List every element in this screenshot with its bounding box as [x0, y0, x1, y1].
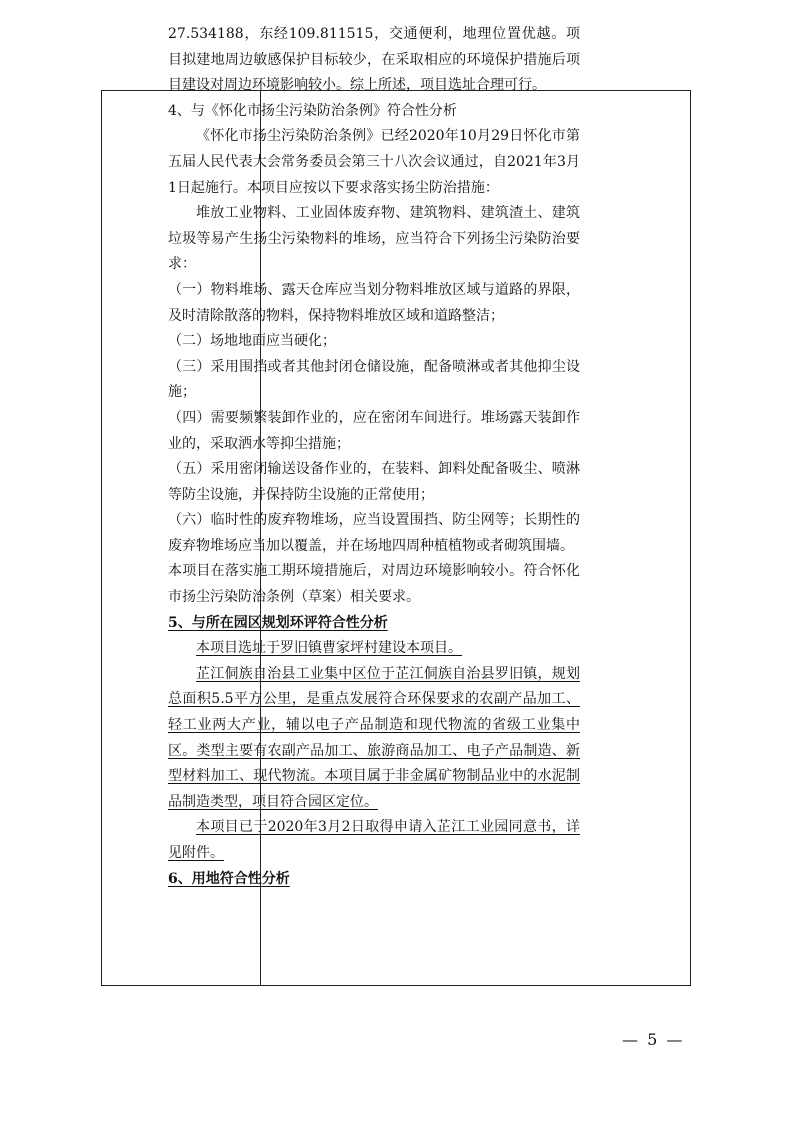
paragraph: （四）需要频繁装卸作业的，应在密闭车间进行。堆场露天装卸作业的，采取洒水等抑尘措施； [168, 409, 580, 452]
paragraph: 堆放工业物料、工业固体废弃物、建筑物料、建筑渣土、建筑垃圾等易产生扬尘污染物料的堆场，应当符合下列扬尘污染防治要求： [168, 205, 580, 273]
paragraph: 本项目在落实施工期环境措施后，对周边环境影响较小。符合怀化市扬尘污染防治条例（草案）相关要求。 [168, 563, 580, 606]
paragraph: （一）物料堆场、露天仓库应当划分物料堆放区域与道路的界限，及时清除散落的物料，保持物料堆放区域和道路整洁； [168, 281, 580, 324]
section-heading: 5、与所在园区规划环评符合性分析 [168, 614, 388, 631]
cell-content [168, 22, 580, 892]
paragraph: （五）采用密闭输送设备作业的，在装料、卸料处配备吸尘、喷淋等防尘设施，并保持防尘设施的正常使用； [168, 461, 580, 503]
paragraph: （二）场地地面应当硬化； [168, 333, 336, 350]
paragraph: （三）采用围挡或者其他封闭仓储设施，配备喷淋或者其他抑尘设施； [168, 358, 580, 401]
paragraph: 芷江侗族自治县工业集中区位于芷江侗族自治县罗旧镇，规划总面积5.5平方公里，是重点发展符合环保要求的农副产品加工、轻工业两大产业，辅以电子产品制造和现代物流的省级工业集中区。类型主要有农副产品加工、旅游商品加工、电子产品制造、新型材料加工、现代物流。本项目属于非金属矿物制品业中的水泥制品制造类型，项目符合园区定位。 [168, 665, 580, 810]
paragraph: 《怀化市扬尘污染防治条例》已经2020年10月29日怀化市第五届人民代表大会常务委员会第三十八次会议通过，自2021年3月1日起施行。本项目应按以下要求落实扬尘防治措施： [168, 128, 580, 196]
paragraph: 27.534188，东经109.811515，交通便利，地理位置优越。项目拟建地周边敏感保护目标较少，在采取相应的环境保护措施后项目建设对周边环境影响较小。综上所述，项目选址合理可行。 [168, 26, 580, 94]
paragraph: 4、与《怀化市扬尘污染防治条例》符合性分析 [168, 102, 457, 119]
paragraph: 本项目选址于罗旧镇曹家坪村建设本项目。 [196, 640, 462, 657]
page-number: — 5 — [622, 1030, 685, 1049]
paragraph: 本项目已于2020年3月2日取得申请入芷江工业园同意书，详见附件。 [168, 819, 580, 861]
section-heading: 6、用地符合性分析 [168, 870, 290, 887]
paragraph: （六）临时性的废弃物堆场，应当设置围挡、防尘网等；长期性的废弃物堆场应当加以覆盖，并在场地四周种植植物或者砌筑围墙。 [168, 512, 580, 554]
